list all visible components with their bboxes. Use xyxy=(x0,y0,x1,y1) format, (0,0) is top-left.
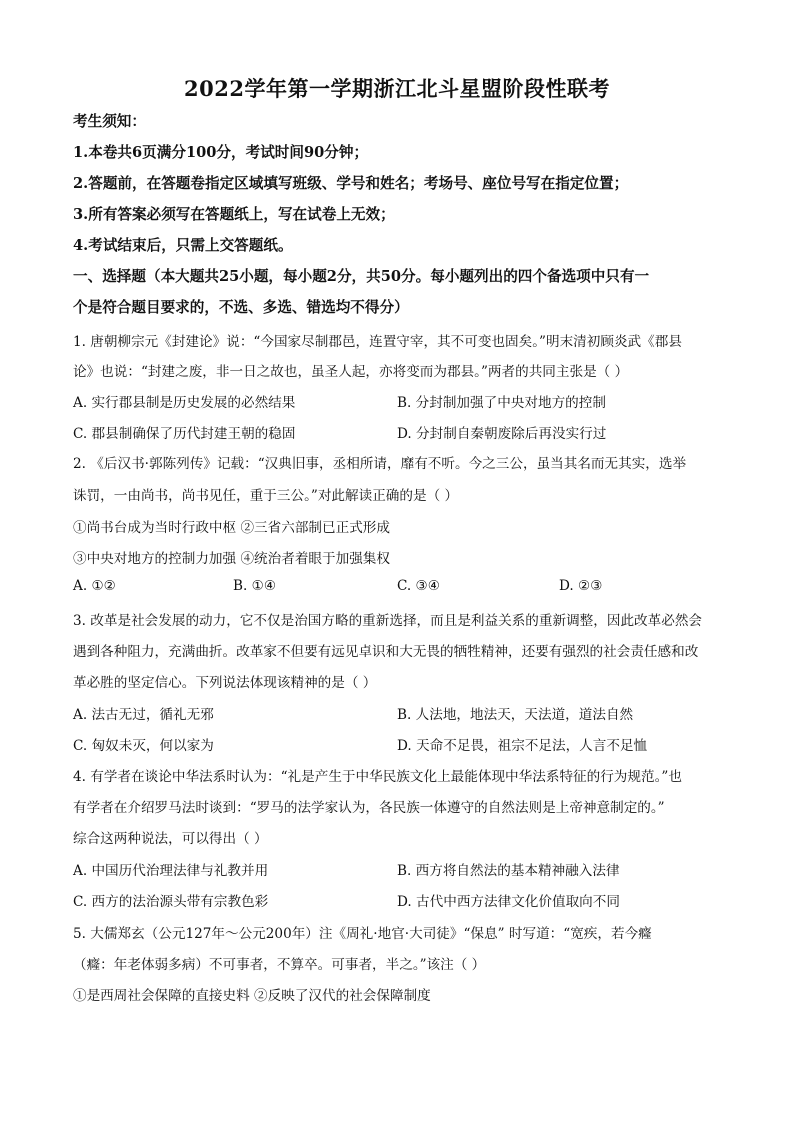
option-b: B. ①④ xyxy=(233,578,277,594)
question-stem: 4. 有学者在谈论中华法系时认为：“礼是产生于中华民族文化上最能体现中华法系特征的行为规范。”也 xyxy=(73,769,682,785)
question-stem: 2. 《后汉书·郭陈列传》记载：“汉典旧事，丞相所请，靡有不听。今之三公，虽当其名而无其实，选举 xyxy=(73,456,687,472)
option-b: B. 分封制加强了中央对地方的控制 xyxy=(397,395,606,411)
question-stem: 诛罚，一由尚书，尚书见任，重于三公。”对此解读正确的是（ ） xyxy=(73,488,459,504)
section-heading: 一、选择题（本大题共25小题，每小题2分，共50分。每小题列出的四个备选项中只有一 xyxy=(73,268,650,285)
statement: ①是西周社会保障的直接史料 ②反映了汉代的社会保障制度 xyxy=(73,988,431,1004)
option-a: A. ①② xyxy=(73,578,116,594)
option-d: D. ②③ xyxy=(559,578,603,594)
question-stem: 论》也说：“封建之废，非一日之故也，虽圣人起，亦将变而为郡县。”两者的共同主张是（ ） xyxy=(73,364,629,380)
option-b: B. 人法地，地法天，天法道，道法自然 xyxy=(397,707,634,723)
statement: ①尚书台成为当时行政中枢 ②三省六部制已正式形成 xyxy=(73,520,390,536)
question-stem: 1. 唐朝柳宗元《封建论》说：“今国家尽制郡邑，连置守宰，其不可变也固矣。”明末清初顾炎武《郡县 xyxy=(73,334,682,350)
question-stem: 革必胜的坚定信心。下列说法体现该精神的是（ ） xyxy=(73,675,377,691)
option-c: C. 匈奴未灭，何以家为 xyxy=(73,738,214,754)
option-d: D. 天命不足畏，祖宗不足法，人言不足恤 xyxy=(397,738,648,754)
notice-heading: 考生须知： xyxy=(73,113,146,130)
question-stem: 5. 大儒郑玄（公元127年～公元200年）注《周礼·地官·大司徒》“保息” 时写道：“宽疾，若今癃 xyxy=(73,926,652,942)
question-stem: 综合这两种说法，可以得出（ ） xyxy=(73,831,268,847)
statement: ③中央对地方的控制力加强 ④统治者着眼于加强集权 xyxy=(73,551,390,567)
question-stem: 有学者在介绍罗马法时谈到：“罗马的法学家认为，各民族一体遵守的自然法则是上帝神意制定的。” xyxy=(73,800,665,816)
option-b: B. 西方将自然法的基本精神融入法律 xyxy=(397,863,620,879)
option-a: A. 中国历代治理法律与礼教并用 xyxy=(73,863,269,879)
question-stem: 3. 改革是社会发展的动力，它不仅是治国方略的重新选择，而且是利益关系的重新调整，因此改革必然会 xyxy=(73,613,703,629)
exam-title: 2022学年第一学期浙江北斗星盟阶段性联考 xyxy=(184,76,610,101)
question-stem: 遇到各种阻力，充满曲折。改革家不但要有远见卓识和大无畏的牺牲精神，还要有强烈的社会责任感和改 xyxy=(73,644,699,660)
notice-item: 1.本卷共6页满分100分，考试时间90分钟； xyxy=(73,144,369,161)
option-d: D. 古代中西方法律文化价值取向不同 xyxy=(397,894,620,910)
notice-item: 2.答题前，在答题卷指定区域填写班级、学号和姓名；考场号、座位号写在指定位置； xyxy=(73,175,629,192)
notice-item: 3.所有答案必须写在答题纸上，写在试卷上无效； xyxy=(73,206,395,223)
option-c: C. 郡县制确保了历代封建王朝的稳固 xyxy=(73,426,296,442)
section-heading-cont: 个是符合题目要求的，不选、多选、错选均不得分） xyxy=(73,299,409,316)
question-stem: （癃：年老体弱多病）不可事者，不算卒。可事者，半之。”该注（ ） xyxy=(73,957,486,973)
notice-item: 4.考试结束后，只需上交答题纸。 xyxy=(73,237,293,254)
option-a: A. 实行郡县制是历史发展的必然结果 xyxy=(73,395,296,411)
option-d: D. 分封制自秦朝废除后再没实行过 xyxy=(397,426,607,442)
option-a: A. 法古无过，循礼无邪 xyxy=(73,707,214,723)
option-c: C. ③④ xyxy=(397,578,440,594)
option-c: C. 西方的法治源头带有宗教色彩 xyxy=(73,894,269,910)
